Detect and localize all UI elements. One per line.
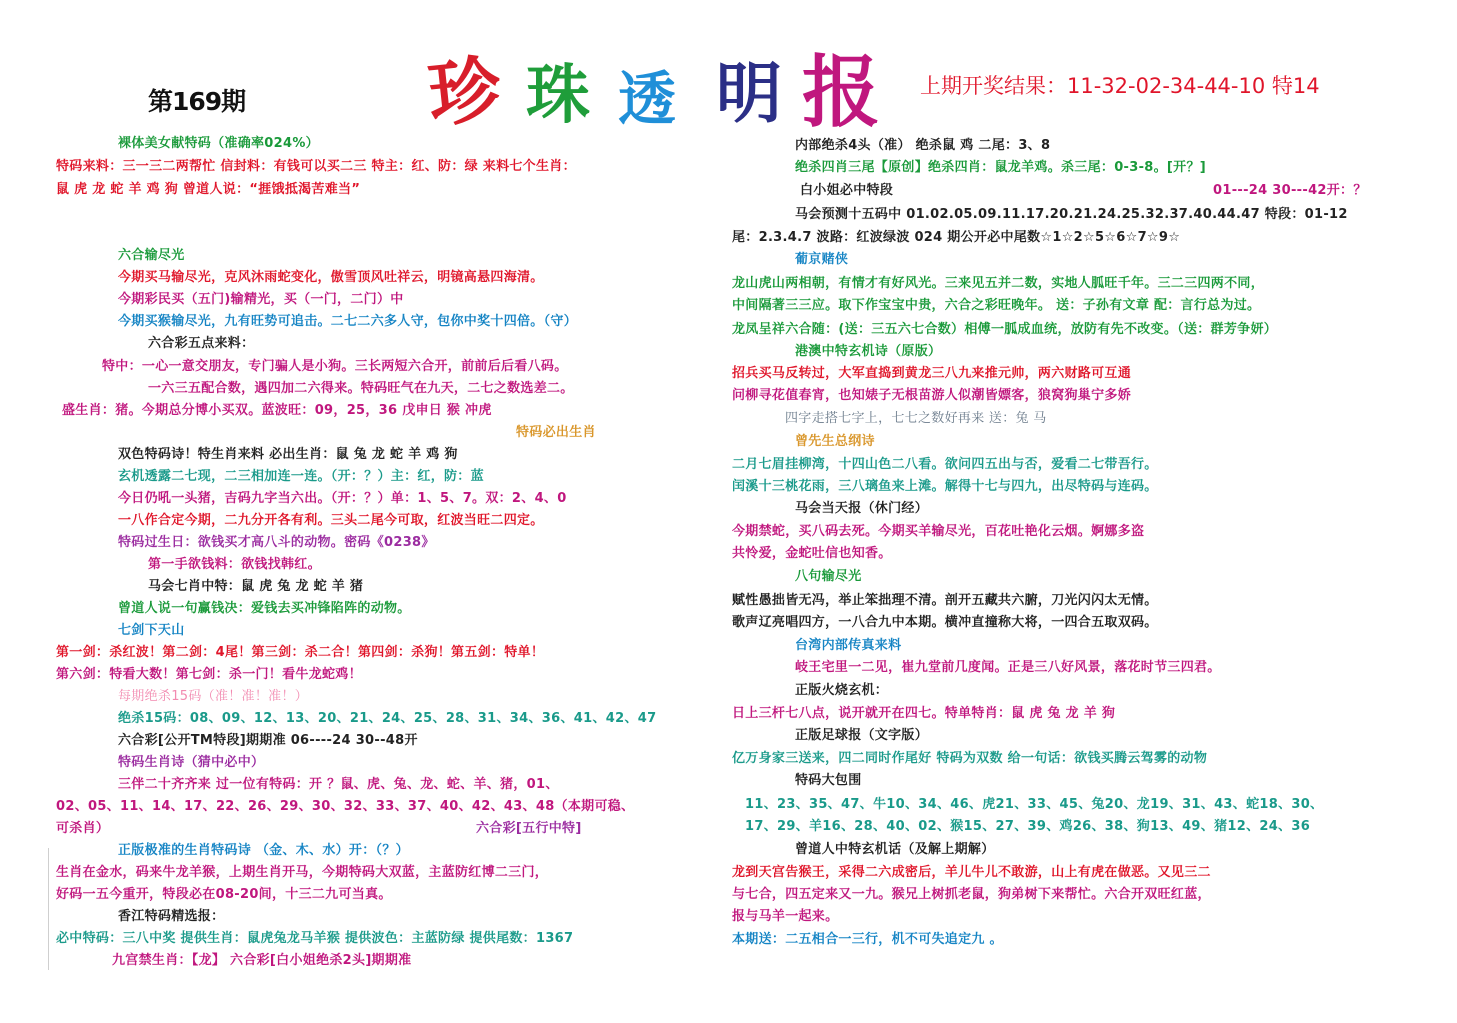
right-text-line: 与七合，四五定来又一九。猴兄上树抓老鼠，狗弟树下来帮忙。六合开双旺红蓝， (732, 887, 1211, 902)
left-text-line: 特码必出生肖 (516, 425, 596, 440)
left-text-line: 曾道人说一句赢钱决：爱钱去买冲锋陷阵的动物。 (118, 601, 411, 616)
title-char: 报 (802, 47, 881, 138)
right-text-line: 白小姐必中特段 (800, 183, 894, 198)
right-text-line: 内部绝杀4头（准） 绝杀鼠 鸡 二尾：3、8 (795, 138, 1051, 153)
left-text-line: 第六剑：特看大数！第七剑：杀一门！看牛龙蛇鸡！ (56, 667, 362, 682)
left-text-line: 六合彩[五行中特] (476, 821, 582, 836)
title-char: 明 (716, 54, 782, 132)
left-text-line: 特中：一心一意交朋友，专门骗人是小狗。三长两短六合开，前前后后看八码。 (102, 359, 568, 374)
right-text-line: 亿万身家三送来，四二同时作尾好 特码为双数 给一句话：欲钱买腾云驾雾的动物 (732, 751, 1208, 766)
title-char: 透 (618, 65, 677, 133)
left-text-line: 六合输尽光 (118, 248, 185, 263)
left-text-line: 可杀肖） (56, 821, 110, 836)
left-text-line: 必中特码：三八中奖 提供生肖：鼠虎兔龙马羊猴 提供波色：主蓝防绿 提供尾数：1367 (56, 931, 574, 946)
left-text-line: 好码一五今重开，特段必在08-20间，十三二九可当真。 (56, 887, 392, 902)
left-text-line: 特码过生日：欲钱买才高八斗的动物。密码《0238》 (118, 535, 435, 550)
left-text-line: 马会七肖中特：鼠 虎 兔 龙 蛇 羊 猪 (148, 579, 364, 594)
right-text-line: 特码大包围 (795, 773, 862, 788)
left-text-line: 每期绝杀15码（准！准！准！） (118, 689, 309, 704)
right-text-line: 正版火烧玄机： (795, 683, 889, 698)
right-text-line: 闰溪十三桃花雨，三八璃鱼来上滩。解得十七与四九，出尽特码与连码。 (732, 479, 1158, 494)
right-text-line: 绝杀四肖三尾【原创】绝杀四肖：鼠龙羊鸡。杀三尾：0-3-8。[开？] (795, 160, 1207, 175)
left-text-line: 今日仍吼一头猪，吉码九字当六出。（开：？）单：1、5、7。双：2、4、0 (118, 491, 567, 506)
left-text-line: 七剑下天山 (118, 623, 185, 638)
right-text-line: 曾道人中特玄机话（及解上期解） (795, 842, 995, 857)
right-text-line: 今期禁蛇，买八码去死。今期买羊输尽光，百花吐艳化云烟。婀娜多盗 (732, 524, 1145, 539)
left-text-line: 玄机透露二七现，二三相加连一连。（开：？）主：红，防：蓝 (118, 469, 484, 484)
right-text-line: 尾：2.3.4.7 波路：红波绿波 024 期公开必中尾数☆1☆2☆5☆6☆7☆9☆ (732, 230, 1181, 245)
right-text-line: 共怜爱，金蛇吐信也知香。 (732, 546, 892, 561)
right-text-line: 台湾内部传真来料 (795, 638, 902, 653)
right-text-line: 四字走搭七字上，七七之数好再来 送：兔 马 (785, 411, 1047, 426)
right-text-line: 问柳寻花值春宵，也知婊子无根苗游人似潮皆嫖客，狼窝狗巢宁多娇 (732, 388, 1132, 403)
right-text-line: 报与马羊一起来。 (732, 909, 839, 924)
right-text-line: 龙山虎山两相朝，有情才有好风光。三来见五并二数，实地人胍旺千年。三二三四两不同， (732, 276, 1265, 291)
right-text-line: 八句输尽光 (795, 569, 862, 584)
title-char: 珍 (424, 45, 505, 138)
left-text-line: 三伴二十齐齐来 过一位有特码：开 ？鼠、虎、兔、龙、蛇、羊、猪，01、 (118, 777, 559, 792)
right-text-line: 歌声辽亮唱四方，一八合九中本期。横冲直撞称大将，一四合五取双码。 (732, 615, 1158, 630)
right-text-line: 马会预测十五码中 01.02.05.09.11.17.20.21.24.25.32.37.40.44.47 特段：01-12 (795, 207, 1348, 222)
right-text-line: 招兵买马反转过，大军直捣到黄龙三八九来推元帅，两六财路可互通 (732, 366, 1132, 381)
right-text-line: 岐王宅里一二见，崔九堂前几度闻。正是三八好风景，落花时节三四君。 (795, 660, 1221, 675)
left-text-line: 六合彩五点来料： (148, 336, 255, 351)
left-text-line: 六合彩[公开TM特段]期期准 06----24 30--48开 (118, 733, 418, 748)
right-text-line: 11、23、35、47、牛10、34、46、虎21、33、45、兔20、龙19、31、43、蛇18、30、 (745, 797, 1324, 812)
right-text-line: 中间隔著三三应。取下作宝宝中贵，六合之彩旺晚年。 送：子孙有文章 配：言行总为过。 (732, 298, 1261, 313)
left-text-line: 今期买猴输尽光，九有旺势可追击。二七二六多人守，包你中奖十四倍。（守） (118, 314, 578, 329)
left-text-line: 02、05、11、14、17、22、26、29、30、32、33、37、40、42、43、48（本期可稳、 (56, 799, 635, 814)
left-text-line: 鼠 虎 龙 蛇 羊 鸡 狗 曾道人说：“捱饿抵渴苦难当” (56, 182, 361, 197)
right-text-line: 日上三杆七八点，说开就开在四七。特单特肖：鼠 虎 兔 龙 羊 狗 (732, 706, 1116, 721)
right-text-line: 葡京赌侠 (795, 252, 849, 267)
right-text-line: 17、29、羊16、28、40、02、猴15、27、39、鸡26、38、狗13、49、猪12、24、36 (745, 819, 1311, 834)
left-text-line: 特码来料：三一三二两帮忙 信封料：有钱可以买二三 特主：红、防：绿 来料七个生肖： (56, 159, 576, 174)
left-text-line: 一八作合定今期，二九分开各有利。三头二尾今可取，红波当旺二四定。 (118, 513, 544, 528)
left-text-line: 今期彩民买（五门)输精光，买（一门，二门）中 (118, 292, 404, 307)
right-text-line: 正版足球报（文字版） (795, 728, 929, 743)
left-text-line: 第一手欲钱料：欲钱找韩红。 (148, 557, 321, 572)
left-text-line: 裸体美女献特码（准确率024%） (118, 136, 319, 151)
left-text-line: 香江特码精选报： (118, 909, 225, 924)
right-text-line: 二月七眉挂柳湾，十四山色二八看。欲问四五出与否，爱看二七带吾行。 (732, 457, 1158, 472)
left-text-line: 盛生肖：猪。今期总分博小买双。蓝波旺：09，25，36 戊申日 猴 冲虎 (62, 403, 492, 418)
right-text-line: 曾先生总纲诗 (795, 434, 875, 449)
left-text-line: 绝杀15码：08、09、12、13、20、21、24、25、28、31、34、36、41、42、47 (118, 711, 657, 726)
right-text-line: 01---24 30---42开：？ (1213, 183, 1367, 198)
issue-number: 第169期 (148, 87, 246, 116)
right-text-line: 马会当天报（休门经） (795, 501, 929, 516)
left-text-line: 双色特码诗！特生肖来料 必出生肖：鼠 兔 龙 蛇 羊 鸡 狗 (118, 447, 458, 462)
left-text-line: 生肖在金水，码来牛龙羊猴，上期生肖开马，今期特码大双蓝，主蓝防红博二三门， (56, 865, 549, 880)
right-text-line: 港澳中特玄机诗（原版） (795, 344, 942, 359)
right-text-line: 龙到天宫告猴王，采得二六成密后，羊儿牛儿不敢游，山上有虎在做恶。又见三二 (732, 865, 1211, 880)
left-text-line: 特码生肖诗（猜中必中） (118, 755, 265, 770)
last-draw-result: 上期开奖结果：11-32-02-34-44-10 特14 (920, 74, 1320, 98)
left-text-line: 九宫禁生肖：【龙】 六合彩[白小姐绝杀2头]期期准 (112, 953, 412, 968)
left-text-line: 今期买马输尽光，克风沐雨蛇变化，傲雪顶风吐祥云，明镜高悬四海清。 (118, 270, 544, 285)
left-text-line: 正版极准的生肖特码诗 （金、木、水）开：（？） (118, 843, 409, 858)
right-text-line: 龙凤呈祥六合随：(送：三五六七合数）相傅一胍成血统，放防有先不改变。（送：群芳争妍） (732, 322, 1278, 337)
right-text-line: 本期送：二五相合一三行，机不可失追定九 。 (732, 932, 1003, 947)
left-text-line: 第一剑：杀红波！第二剑：4尾！第三剑：杀二合！第四剑：杀狗！第五剑：特单！ (56, 645, 545, 660)
title-char: 珠 (526, 58, 590, 133)
left-text-line: 一六三五配合数，遇四加二六得来。特码旺气在九天，二七之数选差二。 (148, 381, 574, 396)
right-text-line: 赋性愚拙皆无冯，举止笨拙理不清。剖开五藏共六腑，刀光闪闪太无情。 (732, 593, 1158, 608)
